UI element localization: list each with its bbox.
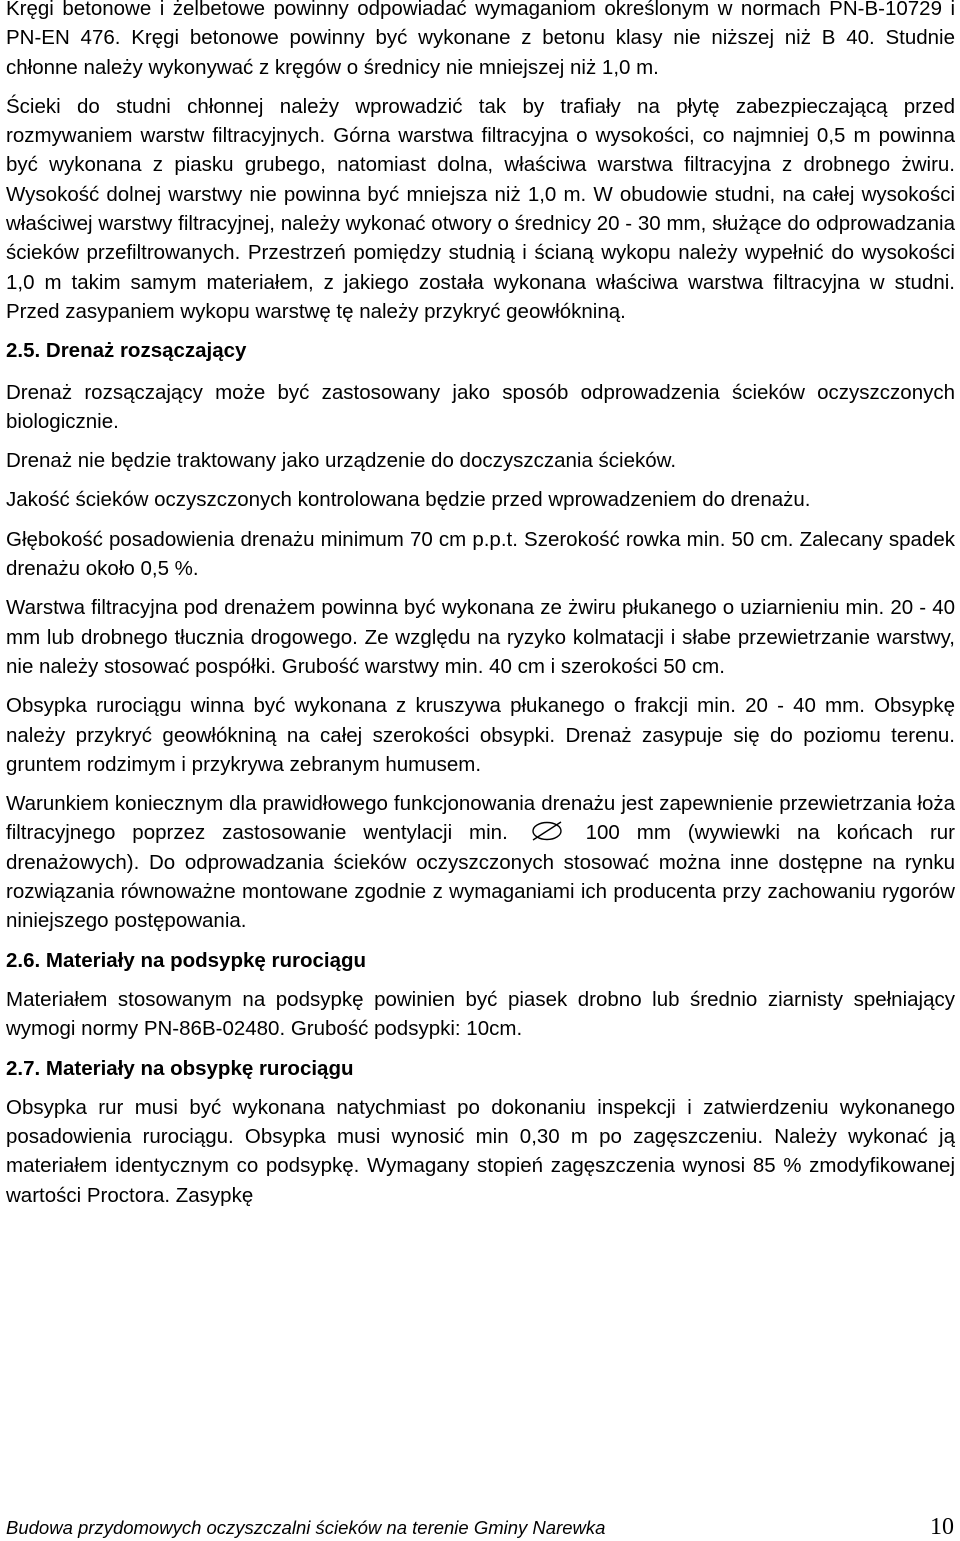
- section-heading-2-6: 2.6. Materiały na podsypkę rurociągu: [6, 948, 367, 972]
- section-heading-2-7: 2.7. Materiały na obsypkę rurociągu: [6, 1056, 354, 1080]
- paragraph-quality-control: Jakość ścieków oczyszczonych kontrolowana będzie przed wprowadzeniem do drenażu.: [6, 488, 811, 512]
- paragraph-pipe-backfill: Obsypka rurociągu winna być wykonana z kruszywa płukanego o frakcji min. 20 - 40 mm. Obsypkę należy przykryć geowłókniną na całej szerokości obsypki. Drenaż zasypuje się do poziomu terenu. gruntem rodzimym i przykrywa zebranym humusem.: [6, 694, 955, 776]
- ventilation-text-start: Warunkiem koniecznym dla prawidłowego funkcjonowania drenażu jest zapewnienie przewietrzania łoża filtracyjnego poprzez zastosowanie wentylacji min.: [6, 792, 955, 845]
- diameter-symbol-icon: [529, 821, 565, 841]
- footer-document-title: Budowa przydomowych oczyszczalni ścieków na terenie Gminy Narewka: [6, 1517, 606, 1538]
- paragraph-concrete-rings: Kręgi betonowe i żelbetowe powinny odpowiadać wymaganiom określonym w normach PN-B-10729 i PN-EN 476. Kręgi betonowe powinny być wykonane z betonu klasy nie niższej niż B 40. Studnie chłonne należy wykonywać z kręgów o średnicy nie mniejszej niż 1,0 m.: [6, 0, 955, 79]
- section-heading-2-5: 2.5. Drenaż rozsączający: [6, 339, 247, 363]
- paragraph-sewage-inflow: Ścieki do studni chłonnej należy wprowadzić tak by trafiały na płytę zabezpieczającą przed rozmywaniem warstw filtracyjnych. Górna warstwa filtracyjna o wysokości, co najmniej 0,5 m powinna być wykonana z piasku grubego, natomiast dolna, właściwa warstwa filtracyjna z drobnego żwiru. Wysokość dolnej warstwy nie powinna być mniejsza niż 1,0 m. W obudowie studni, na całej wysokości właściwej warstwy filtracyjnej, należy wykonać otwory o średnicy 20 - 30 mm, służące do odprowadzania ścieków przefiltrowanych. Przestrzeń pomiędzy studnią i ścianą wykopu należy wypełnić do wysokości 1,0 m takim samym materiałem, z jakiego została wykonana właściwa warstwa filtracyjna w studni. Przed zasypaniem wykopu warstwę tę należy przykryć geowłókniną.: [6, 94, 955, 323]
- paragraph-filter-layer: Warstwa filtracyjna pod drenażem powinna być wykonana ze żwiru płukanego o uziarnieniu min. 20 - 40 mm lub drobnego tłucznia drogowego. Ze względu na ryzyko kolmatacji i słabe przewietrzanie warstwy, nie należy stosować pospółki. Grubość warstwy min. 40 cm i szerokości 50 cm.: [6, 596, 955, 678]
- document-body: [6, 0, 955, 1210]
- ventilation-text-end: 100 mm (wywiewki na końcach rur drenażowych). Do odprowadzania ścieków oczyszczonych stosować można inne dostępne na rynku rozwiązania równoważne montowane zgodnie z wymaganiami ich producenta przy zachowaniu rygorów niniejszego postępowania.: [6, 821, 956, 933]
- paragraph-ventilation: [6, 789, 955, 935]
- paragraph-drainage-use: Drenaż rozsączający może być zastosowany jako sposób odprowadzenia ścieków oczyszczonych biologicznie.: [6, 380, 955, 433]
- paragraph-drainage-not-treatment: Drenaż nie będzie traktowany jako urządzenie do doczyszczania ścieków.: [6, 449, 677, 473]
- page-number: 10: [930, 1514, 954, 1540]
- paragraph-backfill-material: Obsypka rur musi być wykonana natychmiast po dokonaniu inspekcji i zatwierdzeniu wykonanego posadowienia rurociągu. Obsypka musi wynosić min 0,30 m po zagęszczeniu. Należy wykonać ją materiałem identycznym co podsypkę. Wymagany stopień zagęszczenia wynosi 85 % zmodyfikowanej wartości Proctora. Zasypkę: [6, 1095, 955, 1207]
- paragraph-depth: Głębokość posadowienia drenażu minimum 70 cm p.p.t. Szerokość rowka min. 50 cm. Zalecany spadek drenażu około 0,5 %.: [6, 527, 955, 581]
- paragraph-bedding-material: Materiałem stosowanym na podsypkę powinien być piasek drobno lub średnio ziarnisty spełniający wymogi normy PN-86B-02480. Grubość podsypki: 10cm.: [6, 987, 955, 1041]
